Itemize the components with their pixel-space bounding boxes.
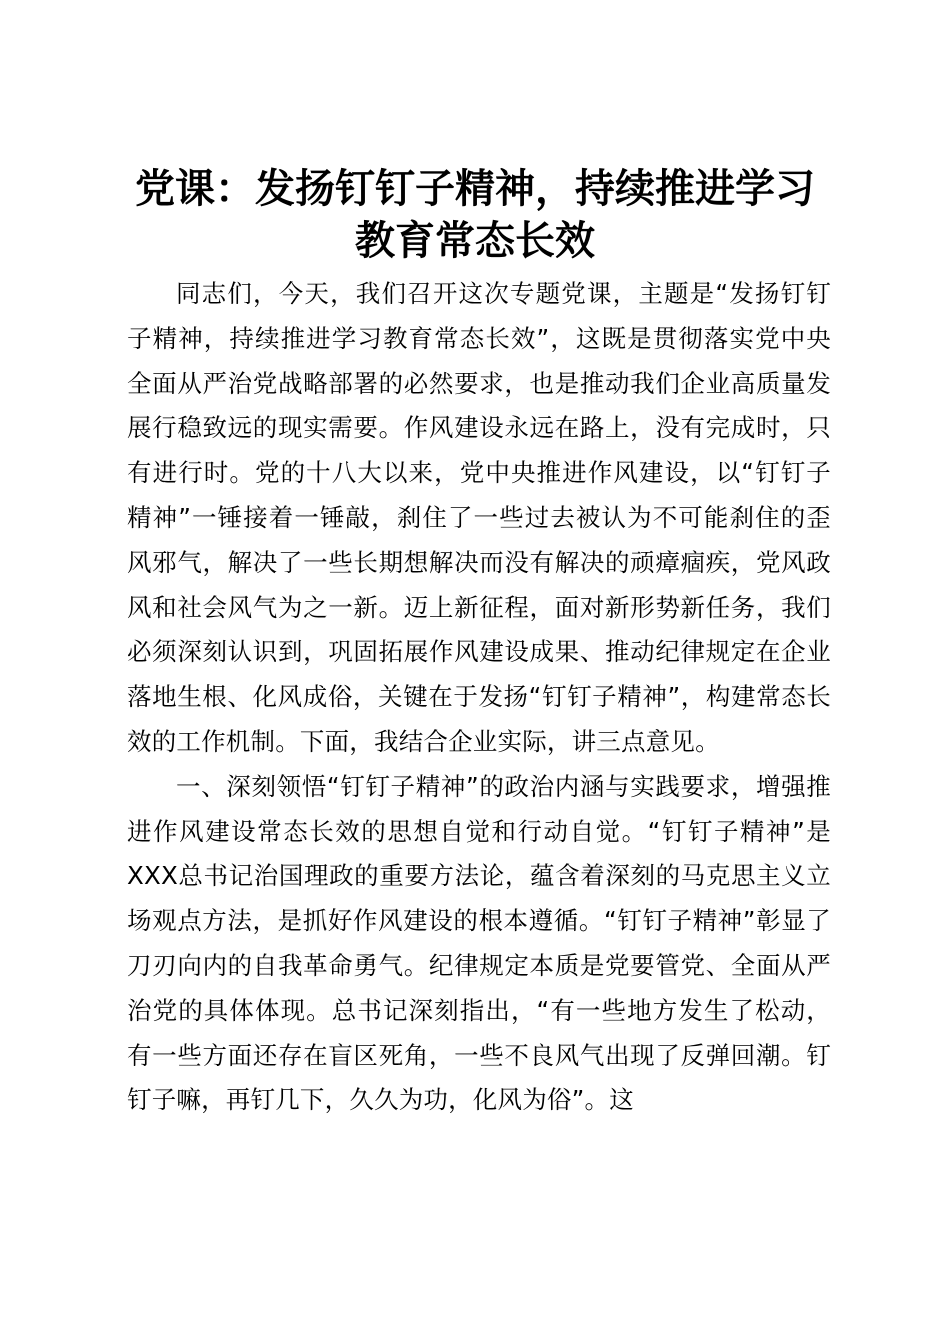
document-title: 党课：发扬钉钉子精神，持续推进学习教育常态长效 (135, 166, 815, 264)
paragraph-intro: 同志们，今天，我们召开这次专题党课，主题是“发扬钉钉子精神，持续推进学习教育常态长效”，这既是贯彻落实党中央全面从严治党战略部署的必然要求，也是推动我们企业高质量发展行稳致远的现实需要。作风建设永远在路上，没有完成时，只有进行时。党的十八大以来，党中央推进作风建设，以“钉钉子精神”一锤接着一锤敲，刹住了一些过去被认为不可能刹住的歪风邪气，解决了一些长期想解决而没有解决的顽瘴痼疾，党风政风和社会风气为之一新。迈上新征程，面对新形势新任务，我们必须深刻认识到，巩固拓展作风建设成果、推动纪律规定在企业落地生根、化风成俗，关键在于发扬“钉钉子精神”，构建常态长效的工作机制。下面，我结合企业实际，讲三点意见。 (127, 279, 831, 756)
paragraph-section-one: 一、深刻领悟“钉钉子精神”的政治内涵与实践要求，增强推进作风建设常态长效的思想自觉和行动自觉。“钉钉子精神”是XXX总书记治国理政的重要方法论，蕴含着深刻的马克思主义立场观点方法，是抓好作风建设的根本遵循。“钉钉子精神”彰显了刀刃向内的自我革命勇气。纪律规定本质是党要管党、全面从严治党的具体体现。总书记深刻指出，“有一些地方发生了松动，有一些方面还存在盲区死角，一些不良风气出现了反弹回潮。钉钉子嘛，再钉几下，久久为功，化风为俗”。这 (127, 771, 831, 1115)
document-body (127, 272, 831, 1123)
